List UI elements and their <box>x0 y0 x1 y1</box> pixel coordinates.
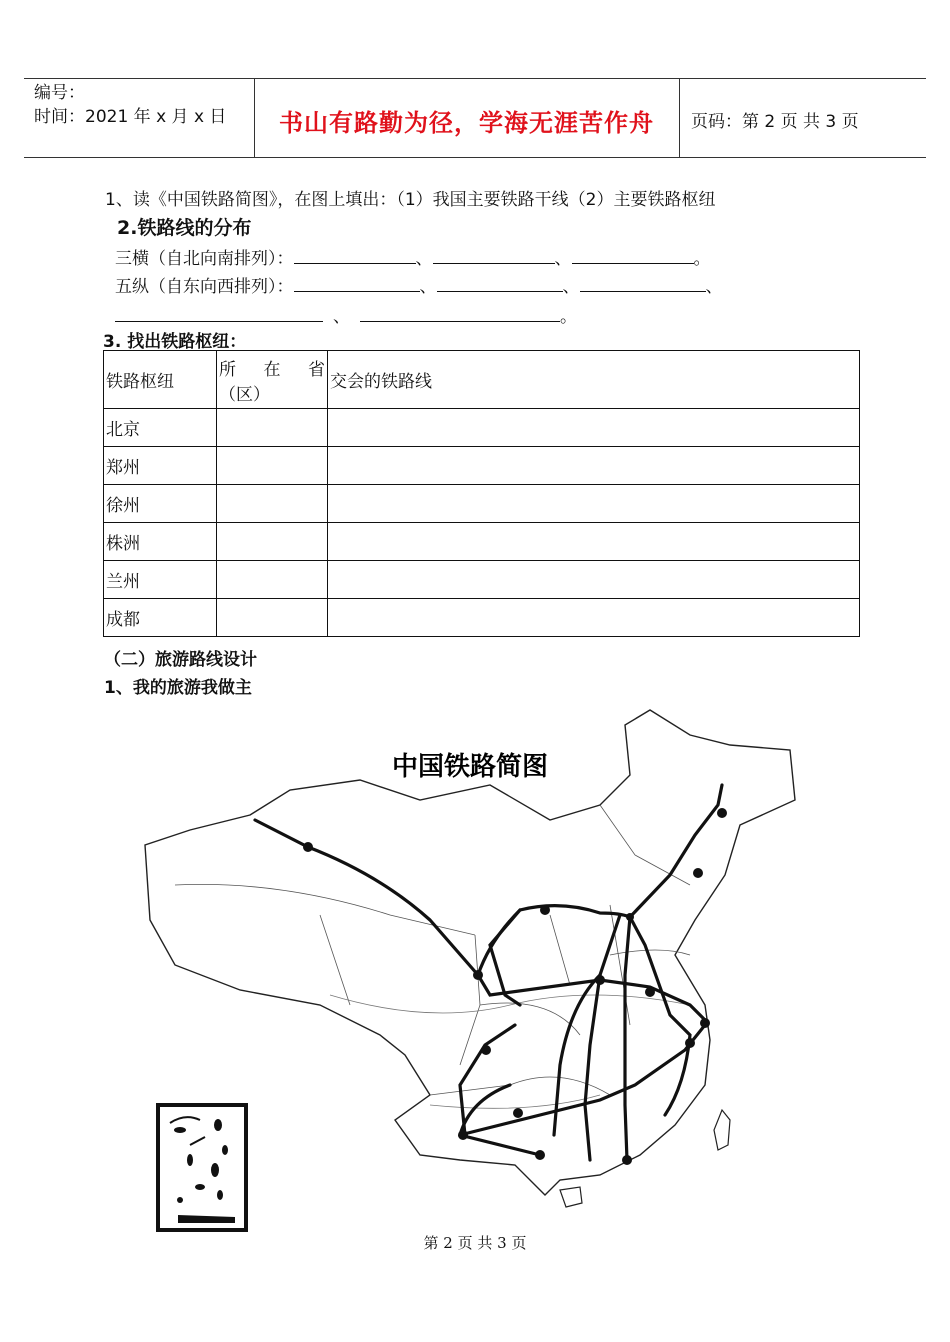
hub-dot <box>513 1108 523 1118</box>
lines-cell[interactable] <box>328 523 860 561</box>
header-meta <box>34 81 226 129</box>
hub-dot <box>685 1038 695 1048</box>
table-row <box>104 409 860 447</box>
railway-hubs <box>303 808 727 1165</box>
hainan-island <box>560 1187 582 1207</box>
header-hub: 铁路枢纽 <box>104 351 217 409</box>
separator: 、 <box>562 277 580 297</box>
answer-blank[interactable] <box>294 249 416 264</box>
header-province <box>217 351 328 409</box>
lines-cell[interactable] <box>328 485 860 523</box>
hub-dot <box>540 905 550 915</box>
answer-blank[interactable] <box>360 307 560 322</box>
province-cell[interactable] <box>217 523 328 561</box>
taiwan-island <box>714 1110 730 1150</box>
south-china-sea-inset <box>158 1105 246 1230</box>
time-label: 时间：2021 年 x 月 x 日 <box>34 107 227 127</box>
hub-dot <box>693 868 703 878</box>
china-railway-map <box>130 705 810 1235</box>
province-boundaries <box>175 805 690 1095</box>
hub-name: 成都 <box>104 599 217 637</box>
province-cell[interactable] <box>217 561 328 599</box>
page-info: 页码：第 2 页 共 3 页 <box>691 112 859 132</box>
hub-dot <box>458 1130 468 1140</box>
lines-cell[interactable] <box>328 447 860 485</box>
country-outline <box>145 710 795 1195</box>
motto: 书山有路勤为径，学海无涯苦作舟 <box>279 109 654 137</box>
hub-name: 株洲 <box>104 523 217 561</box>
lines-cell[interactable] <box>328 599 860 637</box>
table-row <box>104 447 860 485</box>
page-header <box>24 78 926 158</box>
hub-dot <box>645 987 655 997</box>
province-cell[interactable] <box>217 485 328 523</box>
hub-dot <box>700 1018 710 1028</box>
hub-name: 郑州 <box>104 447 217 485</box>
answer-blank[interactable] <box>294 277 420 292</box>
answer-blank[interactable] <box>433 249 555 264</box>
province-cell[interactable] <box>217 599 328 637</box>
table-row <box>104 485 860 523</box>
hub-table <box>103 350 860 637</box>
hub-dot <box>717 808 727 818</box>
number-label: 编号： <box>34 83 85 103</box>
section-2-title: 2.铁路线的分布 <box>117 217 252 239</box>
separator: 、 <box>333 307 350 327</box>
lines-cell[interactable] <box>328 561 860 599</box>
table-header-row <box>104 351 860 409</box>
five-vertical-line-2 <box>115 302 577 327</box>
table-row <box>104 561 860 599</box>
section-3-title: 3. 找出铁路枢纽： <box>103 332 247 352</box>
header-province-suffix: （区） <box>219 384 270 405</box>
hub-name: 北京 <box>104 409 217 447</box>
part-2-question-1: 1、我的旅游我做主 <box>104 678 252 698</box>
answer-blank[interactable] <box>115 307 323 322</box>
hub-name: 兰州 <box>104 561 217 599</box>
province-cell[interactable] <box>217 447 328 485</box>
header-divider <box>679 79 680 157</box>
hub-dot <box>595 975 605 985</box>
header-province-char: 所 <box>219 359 236 380</box>
map-title: 中国铁路简图 <box>391 752 549 782</box>
separator: 、 <box>554 249 572 269</box>
lines-cell[interactable] <box>328 409 860 447</box>
hub-dot <box>535 1150 545 1160</box>
header-province-char: 省 <box>308 359 325 380</box>
period: 。 <box>560 307 577 327</box>
hub-dot <box>626 913 634 921</box>
hub-dot <box>622 1155 632 1165</box>
table-row <box>104 599 860 637</box>
page-footer: 第 2 页 共 3 页 <box>423 1234 527 1252</box>
three-horizontal-line <box>115 244 711 269</box>
separator: 、 <box>415 249 433 269</box>
railway-lines <box>255 785 722 1160</box>
hub-name: 徐州 <box>104 485 217 523</box>
five-vertical-label: 五纵（自东向西排列）： <box>115 277 294 297</box>
hub-dot <box>473 970 483 980</box>
rivers <box>330 995 690 1108</box>
answer-blank[interactable] <box>572 249 694 264</box>
answer-blank[interactable] <box>437 277 563 292</box>
answer-blank[interactable] <box>580 277 706 292</box>
five-vertical-line <box>115 272 723 297</box>
table-row <box>104 523 860 561</box>
hub-dot <box>481 1045 491 1055</box>
period: 。 <box>693 249 711 269</box>
hub-dot <box>303 842 313 852</box>
province-cell[interactable] <box>217 409 328 447</box>
part-2-title: （二）旅游路线设计 <box>104 650 257 670</box>
separator: 、 <box>705 277 723 297</box>
question-1: 1、读《中国铁路简图》，在图上填出：（1）我国主要铁路干线（2）主要铁路枢纽 <box>105 190 716 210</box>
header-province-char: 在 <box>263 359 281 380</box>
header-lines: 交会的铁路线 <box>328 351 860 409</box>
three-horizontal-label: 三横（自北向南排列）： <box>115 249 294 269</box>
separator: 、 <box>419 277 437 297</box>
